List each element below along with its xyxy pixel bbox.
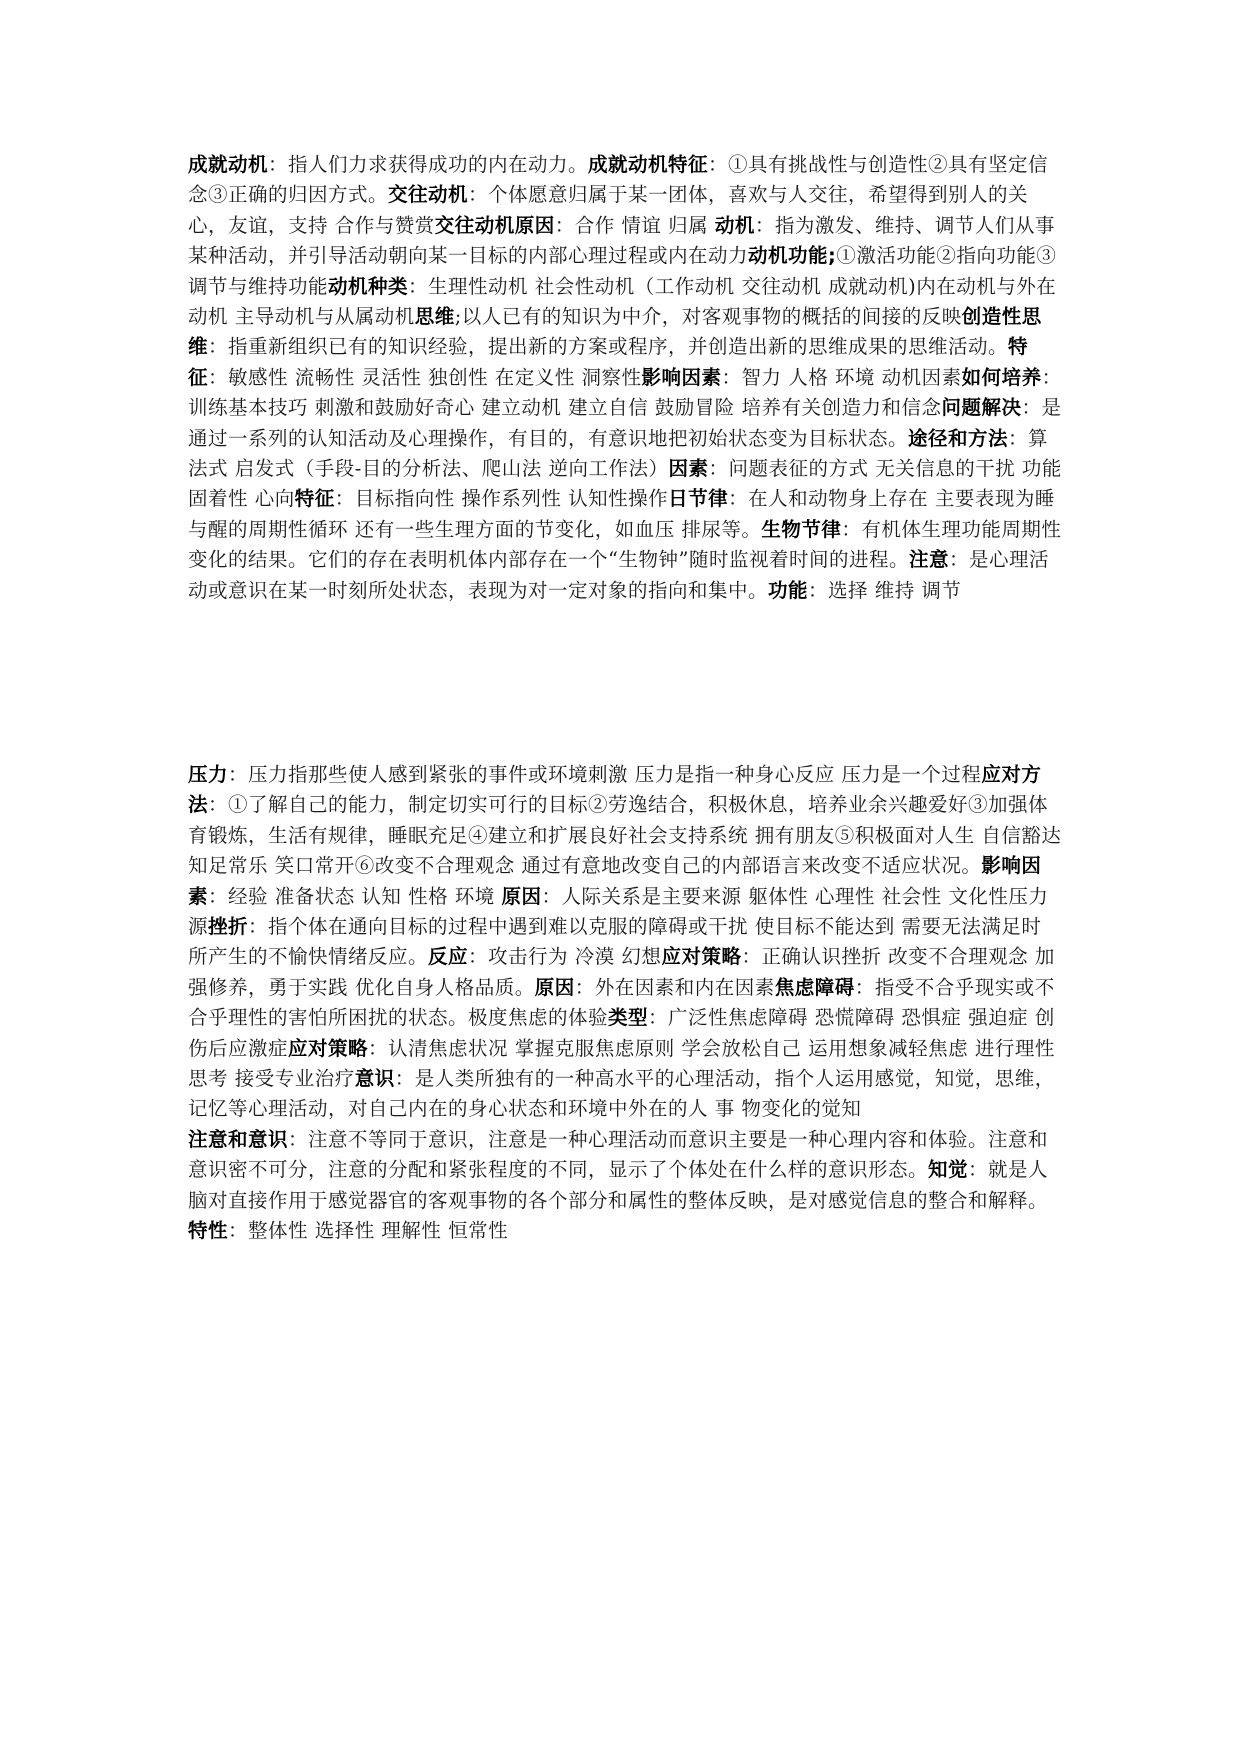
body-text: ：是人类所独有的一种高水平的心理活动，指个人运用感觉，知觉，思维，记忆等心理活动，对自己内在的身心状态和环境中外在的人 事 物变化的觉知 (188, 1067, 1055, 1121)
body-text: ：生理性动机 社会性动机（工作动机 交往动机 成就动机)内在动机与外在动机 主导动机与从属动机 (188, 274, 1057, 329)
body-text: ：是通过一系列的认知活动及心理操作，有目的，有意识地把初始状态变为目标状态。 (188, 396, 1062, 450)
body-text: ：认清焦虑状况 掌握克服焦虑原则 学会放松自己 运用想象减轻焦虑 进行理性思考 接受专业治疗 (188, 1036, 1055, 1091)
term-heading: 类型 (608, 1006, 649, 1030)
body-text: ：正确认识挫折 改变不合理观念 加强修养，勇于实践 优化自身人格品质。 (188, 945, 1055, 999)
body-text: ：敏感性 流畅性 灵活性 独创性 在定义性 洞察性 (208, 365, 642, 389)
term-heading: 动机种类 (328, 274, 409, 298)
term-heading: 反应 (428, 945, 469, 969)
body-text: ：指受不合乎现实或不合乎理性的害怕所困扰的状态。极度焦虑的体验 (188, 975, 1055, 1030)
body-text: ：广泛性焦虑障碍 恐慌障碍 恐惧症 强迫症 创伤后应激症 (188, 1006, 1055, 1060)
term-heading: 交往动机原因 (434, 213, 555, 237)
body-text: ：①了解自己的能力，制定切实可行的目标②劳逸结合，积极休息，培养业余兴趣爱好③加强体育锻炼，生活有规律，睡眠充足④建立和扩展良好社会支持系统 拥有朋友⑤积极面对人生 自信豁达 知足常乐 笑口常开⑥改变不合理观念 通过有意地改变自己的内部语言来改变不适应状况。 (188, 793, 1062, 878)
body-text: ：问题表征的方式 无关信息的干扰 功能固着性 心向 (188, 457, 1062, 511)
body-text: ：有机体生理功能周期性变化的结果。它们的存在表明机体内部存在一个“生物钟”随时监视着时间的进程。 (188, 517, 1062, 572)
body-text: ：选择 维持 调节 (808, 578, 962, 602)
body-text: ：整体性 选择性 理解性 恒常性 (228, 1219, 509, 1243)
body-text: ：指重新组织已有的知识经验，提出新的方案或程序，并创造出新的思维成果的思维活动。 (208, 335, 1009, 359)
body-text: ：合作 情谊 归属 (554, 213, 715, 237)
body-text: ：指为激发、维持、调节人们从事某种活动，并引导活动朝向某一目标的内部心理过程或内在动力 (188, 213, 1055, 268)
term-heading: 日节律 (668, 487, 729, 511)
body-text: ：智力 人格 环境 动机因素 (721, 365, 962, 389)
term-heading: 途径和方法 (908, 426, 1009, 450)
body-text: ：训练基本技巧 刺激和鼓励好奇心 建立动机 建立自信 鼓励冒险 培养有关创造力和信念 (188, 365, 1062, 420)
body-text: ：指人们力求获得成功的内在动力。 (268, 153, 589, 176)
term-heading: 挫折 (208, 915, 249, 939)
term-heading: 思维 (414, 305, 455, 329)
term-heading: 动机 (714, 213, 755, 237)
body-text: ：外在因素和内在因素 (574, 975, 775, 999)
term-heading: 创造性思维 (188, 305, 1042, 359)
term-heading: 因素 (668, 457, 709, 481)
term-heading: 注意和意识 (188, 1127, 289, 1151)
term-heading: 生物节律 (761, 517, 842, 541)
term-heading: 特征 (294, 487, 335, 511)
term-heading: 应对策略 (288, 1036, 369, 1060)
body-text: ;以人已有的知识为中介，对客观事物的概括的间接的反映 (454, 305, 962, 329)
term-heading: 原因 (501, 884, 542, 908)
body-text: ：在人和动物身上存在 主要表现为睡与醒的周期性循环 还有一些生理方面的节变化，如血压 排尿等。 (188, 487, 1055, 541)
term-heading: 影响因素 (188, 854, 1042, 908)
body-text: ：注意不等同于意识，注意是一种心理活动而意识主要是一种心理内容和体验。注意和意识密不可分，注意的分配和紧张程度的不同，显示了个体处在什么样的意识形态。 (188, 1127, 1049, 1182)
body-text: ：经验 准备状态 认知 性格 环境 (208, 884, 502, 908)
body-text: ：攻击行为 冷漠 幻想 (468, 945, 662, 969)
body-text: ：指个体在通向目标的过程中遇到难以克服的障碍或干扰 使目标不能达到 需要无法满足时 所产生的不愉快情绪反应。 (188, 915, 1042, 969)
term-heading: 成就动机特征 (588, 153, 709, 176)
body-text: ：算法式 启发式（手段-目的分析法、爬山法 逆向工作法） (188, 426, 1049, 481)
term-heading: 问题解决 (941, 396, 1022, 420)
term-heading: 功能 (768, 578, 809, 602)
body-text: ①激活功能②指向功能③调节与维持功能 (188, 244, 1057, 298)
body-text: ：人际关系是主要来源 躯体性 心理性 社会性 文化性压力源 (188, 884, 1049, 939)
body-text: ：就是人脑对直接作用于感觉器官的客观事物的各个部分和属性的整体反映，是对感觉信息的整合和解释。 (188, 1158, 1049, 1212)
body-text: ：是心理活动或意识在某一时刻所处状态，表现为对一定对象的指向和集中。 (188, 548, 1049, 602)
term-heading: 成就动机 (188, 153, 269, 176)
term-heading: 知觉 (928, 1158, 969, 1182)
term-heading: 压力 (188, 763, 229, 786)
paragraph-stress-consciousness (188, 760, 1068, 1247)
paragraph-motivation-thinking (188, 150, 1068, 606)
term-heading: 应对策略 (661, 945, 742, 969)
term-heading: 特征 (188, 335, 1029, 389)
term-heading: 原因 (534, 975, 575, 999)
term-heading: 应对方法 (188, 763, 1042, 817)
body-text: ：个体愿意归属于某一团体，喜欢与人交往，希望得到别人的关心，友谊，支持 合作与赞赏 (188, 183, 1029, 237)
term-heading: 焦虑障碍 (774, 975, 855, 999)
body-text: ：①具有挑战性与创造性②具有坚定信念③正确的归因方式。 (188, 153, 1049, 207)
body-text: ：压力指那些使人感到紧张的事件或环境刺激 压力是指一种身心反应 压力是一个过程 (228, 763, 982, 786)
term-heading: 特性 (188, 1219, 229, 1243)
body-text: ：目标指向性 操作系列性 认知性操作 (334, 487, 669, 511)
term-heading: 动机功能; (748, 244, 837, 268)
term-heading: 注意 (908, 548, 949, 572)
term-heading: 意识 (354, 1067, 395, 1091)
term-heading: 交往动机 (388, 183, 469, 207)
term-heading: 影响因素 (641, 365, 722, 389)
term-heading: 如何培养 (961, 365, 1042, 389)
